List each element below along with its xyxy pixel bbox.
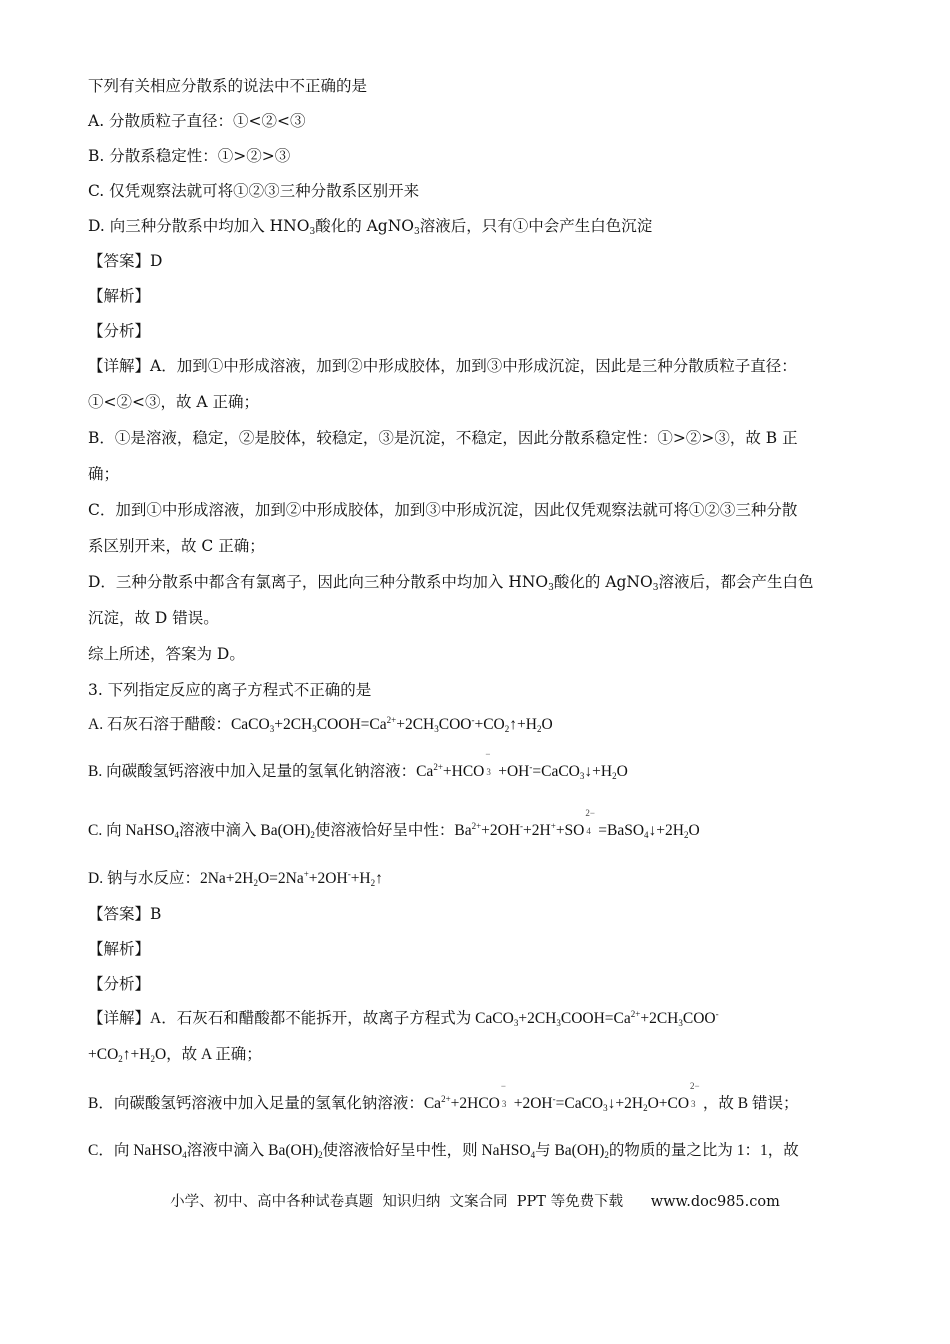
analysis-sub-label: 【分析】 xyxy=(88,975,151,993)
option-d-equation: D. 钠与水反应：$2Na+2H_2O=2Na^++2OH^-+H_2↑$ xyxy=(88,869,383,888)
summary-line: 综上所述，答案为 D。 xyxy=(88,645,245,663)
ion-charge-stack: 2− 4 xyxy=(585,808,595,836)
option-a: A. 分散质粒子直径：①<②<③ xyxy=(88,112,306,130)
question-3-stem: 3. 下列指定反应的离子方程式不正确的是 xyxy=(88,681,372,699)
analysis-sub-label: 【分析】 xyxy=(88,322,151,340)
ion-charge-stack: 2− 3 xyxy=(690,1081,700,1109)
ion-charge-stack: − 3 xyxy=(500,1081,507,1109)
explanation-line: 【详解】A．加到①中形成溶液，加到②中形成胶体，加到③中形成沉淀，因此是三种分散质粒子直径： xyxy=(88,357,797,375)
option-c: C. 仅凭观察法就可将①②③三种分散系区别开来 xyxy=(88,182,420,200)
analysis-label: 【解析】 xyxy=(88,287,151,305)
explanation-line: 系区别开来，故 C 正确； xyxy=(88,537,265,555)
analysis-label: 【解析】 xyxy=(88,940,151,958)
explanation-line: D．三种分散系中都含有氯离子，因此向三种分散系中均加入 $HNO_3$酸化的 AgNO$_3$溶液后，都会产生白色 xyxy=(88,573,814,593)
page-footer: 小学、初中、高中各种试卷真题 知识归纳 文案合同 PPT 等免费下载 www.doc985.com xyxy=(170,1194,780,1210)
answer-label: 【答案】B xyxy=(88,905,162,923)
explanation-line: B．向碳酸氢钙溶液中加入足量的氢氧化钠溶液：$Ca^{2+}+2HCO$ − 3 $+2OH^-=CaCO_3↓+2H_2O+CO$ 2− 3 ，故 B 错误； xyxy=(88,1081,799,1113)
option-b-equation: B. 向碳酸氢钙溶液中加入足量的氢氧化钠溶液：$Ca^{2+}+HCO$ − 3 $+OH^-=CaCO_3↓+H_2O$ xyxy=(88,749,628,781)
explanation-line: ①<②<③，故 A 正确； xyxy=(88,393,260,411)
answer-label: 【答案】D xyxy=(88,252,163,270)
explanation-line: C．向 NaHSO$_4$溶液中滴入 $Ba(OH)_2$使溶液恰好呈中性，则 NaHSO$_4$与 $Ba(OH)_2$的物质的量之比为 1：1，故 xyxy=(88,1142,799,1160)
explanation-line: $+CO_2↑+H_2O$，故 A 正确； xyxy=(88,1046,262,1064)
option-d: D. 向三种分散系中均加入 $HNO_3$酸化的 AgNO$_3$溶液后，只有①中会产生白色沉淀 xyxy=(88,217,653,237)
explanation-line: 确； xyxy=(88,465,120,483)
ion-charge-stack: − 3 xyxy=(485,749,491,777)
question-stem: 下列有关相应分散系的说法中不正确的是 xyxy=(88,77,368,95)
option-b: B. 分散系稳定性：①>②>③ xyxy=(88,147,291,165)
explanation-line: 沉淀，故 D 错误。 xyxy=(88,609,219,627)
option-c-equation: C. 向 NaHSO$_4$溶液中滴入 $Ba(OH)_2$使溶液恰好呈中性：$Ba^{2+}+2OH^-+2H^++SO$ 2− 4 $=BaSO_4↓+2H_2O$ xyxy=(88,808,700,840)
explanation-line: B．①是溶液，稳定，②是胶体，较稳定，③是沉淀，不稳定，因此分散系稳定性：①>②>③，故 B 正 xyxy=(88,429,798,447)
explanation-line: 【详解】A．石灰石和醋酸都不能拆开，故离子方程式为 $CaCO_3+2CH_3COOH=Ca^{2+}+2CH_3COO^-$ xyxy=(88,1009,719,1028)
explanation-line: C．加到①中形成溶液，加到②中形成胶体，加到③中形成沉淀，因此仅凭观察法就可将①②③三种分散 xyxy=(88,501,798,519)
option-a-equation: A. 石灰石溶于醋酸：$CaCO_3+2CH_3COOH=Ca^{2+}+2CH_3COO^-+CO_2↑+H_2O$ xyxy=(88,715,553,734)
